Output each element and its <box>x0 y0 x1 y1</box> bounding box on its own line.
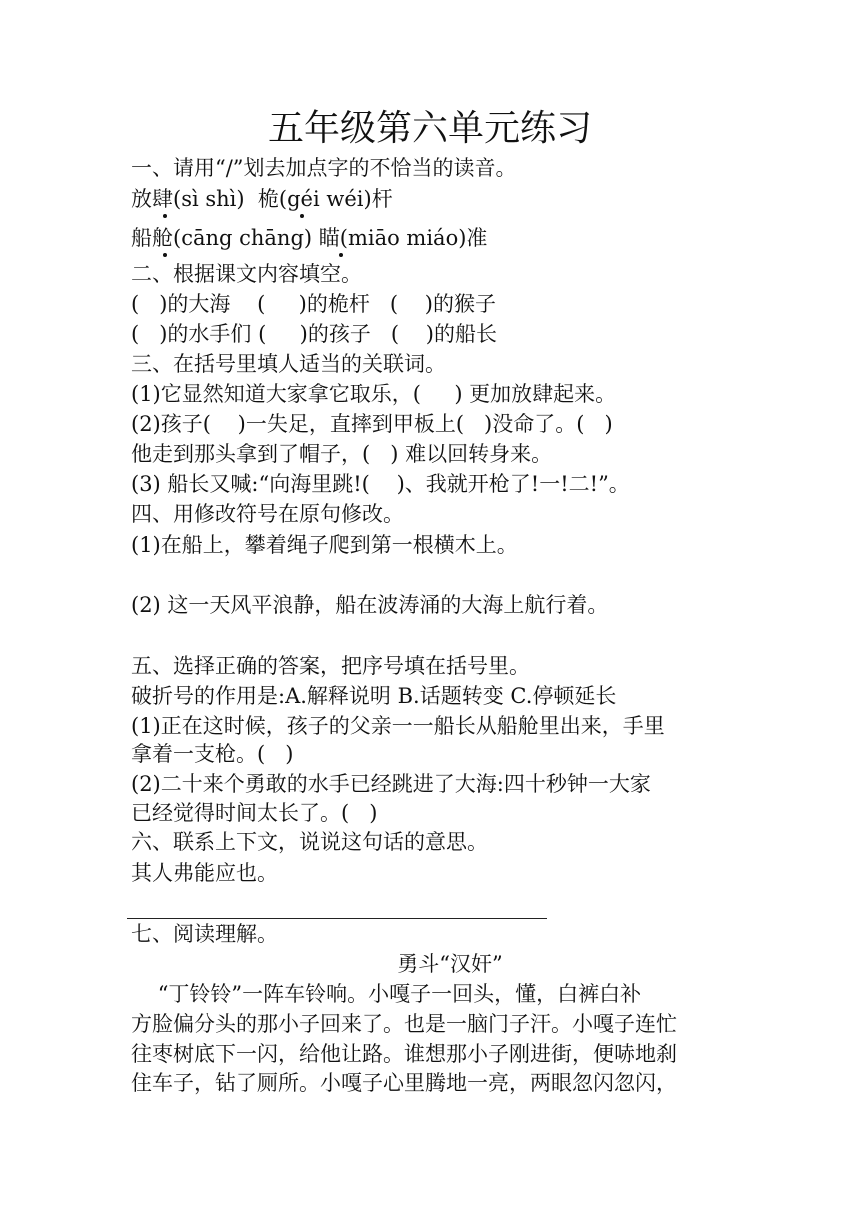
section7-heading: 七、阅读理解。 <box>131 922 278 946</box>
page-title: 五年级第六单元练习 <box>267 108 592 149</box>
section3-line3: 他走到那头拿到了帽子，( ) 难以回转身来。 <box>131 442 553 466</box>
story-paragraph-line: “丁铃铃”一阵车铃响。小嘎子一回头，懂，白裤白补 <box>131 982 642 1006</box>
section3-line2: (2)孩子( )一失足，直摔到甲板上( )没命了。( ) <box>131 412 613 436</box>
section2-line2: ( )的水手们 ( )的孩子 ( )的船长 <box>131 322 497 346</box>
story-paragraph-line: 往枣树底下一闪，给他让路。谁想那小子刚进街，便哧地刹 <box>131 1042 677 1066</box>
story-title: 勇斗“汉奸” <box>397 952 503 976</box>
section1-heading: 一、请用“/”划去加点字的不恰当的读音。 <box>131 156 517 180</box>
section5-line2: 拿着一支枪。( ) <box>131 742 294 766</box>
section3-line4: (3) 船长又喊:“向海里跳!( )、我就开枪了!一!二!”。 <box>131 472 630 496</box>
section6-heading: 六、联系上下文，说说这句话的意思。 <box>131 830 488 854</box>
emphasis-dot <box>300 214 304 218</box>
section1-line2: 船舱(cāng chāng) 瞄(miāo miáo)准 <box>131 226 488 250</box>
section5-heading: 五、选择正确的答案，把序号填在括号里。 <box>131 654 530 678</box>
section2-line1: ( )的大海 ( )的桅杆 ( )的猴子 <box>131 292 496 316</box>
emphasis-dot <box>163 214 167 218</box>
section4-heading: 四、用修改符号在原句修改。 <box>131 502 404 526</box>
section5-line3: (2)二十来个勇敢的水手已经跳进了大海:四十秒钟一大家 <box>131 772 651 796</box>
section3-line1: (1)它显然知道大家拿它取乐，( ) 更加放肆起来。 <box>131 382 617 406</box>
section4-line1: (1)在船上，攀着绳子爬到第一根横木上。 <box>131 533 518 557</box>
answer-line <box>127 918 547 919</box>
section4-line2: (2) 这一天风平浪静，船在波涛涌的大海上航行着。 <box>131 593 609 617</box>
section1-line1: 放肆(sì shì) 桅(géi wéi)杆 <box>131 187 393 211</box>
emphasis-dot <box>339 253 343 257</box>
story-paragraph-line: 住车子，钻了厕所。小嘎子心里腾地一亮，两眼忽闪忽闪， <box>131 1071 677 1095</box>
section6-line1: 其人弗能应也。 <box>131 861 278 885</box>
section2-heading: 二、根据课文内容填空。 <box>131 262 362 286</box>
section5-line4: 已经觉得时间太长了。( ) <box>131 801 378 825</box>
section3-heading: 三、在括号里填人适当的关联词。 <box>131 352 446 376</box>
emphasis-dot <box>163 253 167 257</box>
section5-line1: (1)正在这时候，孩子的父亲一一船长从船舱里出来，手里 <box>131 714 665 738</box>
story-paragraph-line: 方脸偏分头的那小子回来了。也是一脑门子汗。小嘎子连忙 <box>131 1012 677 1036</box>
section5-options: 破折号的作用是:A.解释说明 B.话题转变 C.停顿延长 <box>131 684 617 708</box>
